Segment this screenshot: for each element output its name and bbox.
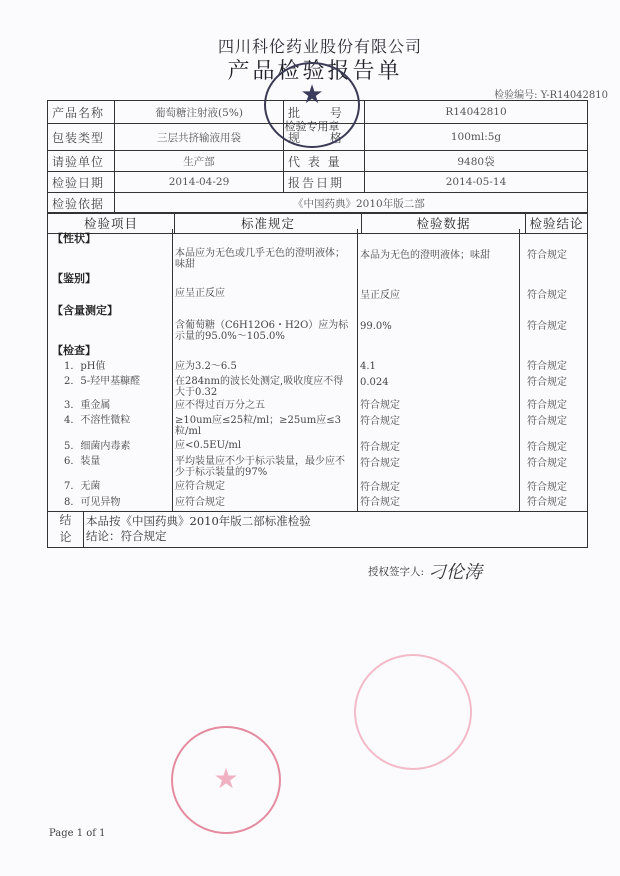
result-cell: 符合规定: [527, 400, 567, 411]
result-cell: 符合规定: [527, 321, 567, 332]
item-cell: 6．装量: [64, 456, 101, 467]
inspection-number-label: 检验编号:: [494, 90, 538, 101]
spec-value: 100ml:5g: [365, 124, 588, 151]
quantity-value: 9480袋: [365, 151, 588, 172]
basis-label: 检验依据: [48, 193, 115, 214]
standard-cell: 应为3.2～6.5: [175, 361, 237, 372]
standard-cell: 平均装量应不少于标示装量，最少应不少于标示装量的97%: [175, 456, 345, 478]
star-icon: ★: [213, 762, 239, 795]
red-company-stamp: [171, 726, 281, 834]
product-name-value: 葡萄糖注射液(5%): [115, 101, 284, 124]
inspection-number: [494, 86, 608, 101]
result-cell: 符合规定: [527, 497, 567, 508]
col-header-data: 检验数据: [362, 213, 526, 234]
result-cell: 符合规定: [527, 458, 567, 469]
data-cell: 符合规定: [360, 416, 400, 427]
standard-cell: 应不得过百万分之五: [175, 400, 265, 411]
batch-value: R14042810: [365, 101, 588, 124]
result-cell: 符合规定: [527, 290, 567, 301]
inspection-stamp: [264, 62, 360, 148]
package-label: 包装类型: [48, 124, 115, 151]
data-cell: 符合规定: [360, 497, 400, 508]
data-cell: 符合规定: [360, 458, 400, 469]
data-column: [357, 229, 520, 512]
stamp-label: 检验专用章: [284, 120, 340, 133]
result-cell: 符合规定: [527, 250, 567, 261]
document-title: 产品检验报告单: [227, 59, 403, 84]
data-cell: 0.024: [360, 377, 389, 388]
data-cell: 符合规定: [360, 400, 400, 411]
company-name: 四川科伦药业股份有限公司: [217, 37, 422, 56]
data-cell: 呈正反应: [360, 290, 400, 301]
standard-cell: 本品应为无色或几乎无色的澄明液体；味甜: [175, 248, 345, 270]
package-value: 三层共挤输液用袋: [115, 124, 284, 151]
result-cell: 符合规定: [527, 442, 567, 453]
item-cell: 3．重金属: [64, 400, 111, 411]
standard-cell: ≥10um应≤25粒/ml；≥25um应≤3粒/ml: [175, 415, 341, 437]
section-tests: 【检查】: [52, 344, 96, 357]
report-date-label: 报告日期: [284, 172, 365, 193]
batch-label: 批 号: [284, 101, 365, 124]
standard-cell: 应呈正反应: [175, 288, 225, 299]
item-cell: 2．5-羟甲基糠醛: [64, 376, 141, 387]
standard-cell: 在284nm的波长处测定,吸收度应不得大于0.32: [175, 376, 344, 398]
basis-value: 《中国药典》2010年版二部: [115, 193, 588, 214]
quantity-label: 代 表 量: [284, 151, 365, 172]
section-assay: 【含量测定】: [52, 304, 118, 317]
section-appearance: 【性状】: [52, 232, 96, 245]
product-name-label: 产品名称: [48, 101, 115, 124]
standard-cell: 应<0.5EU/ml: [175, 440, 242, 451]
conclusion-line1: 本品按《中国药典》2010年版二部标准检验: [86, 514, 311, 528]
conclusion-label: 结论: [48, 512, 84, 547]
result-cell: 符合规定: [527, 361, 567, 372]
data-cell: 符合规定: [360, 482, 400, 493]
item-cell: 1．pH值: [64, 361, 106, 372]
standard-cell: 应符合规定: [175, 481, 225, 492]
data-cell: 本品为无色的澄明液体；味甜: [360, 250, 490, 261]
page-indicator: Page 1 of 1: [49, 828, 106, 839]
requester-value: 生产部: [115, 151, 284, 172]
conclusion-line2: 结论：符合规定: [86, 529, 167, 543]
star-icon: ★: [300, 80, 324, 110]
report-date-value: 2014-05-14: [365, 172, 588, 193]
signatory-label: 授权签字人:: [368, 566, 425, 578]
col-header-item: 检验项目: [48, 213, 175, 234]
item-cell: 8．可见异物: [64, 497, 121, 508]
signature: 刁伦涛: [428, 562, 482, 583]
data-cell: 符合规定: [360, 442, 400, 453]
section-identification: 【鉴别】: [52, 272, 96, 285]
spec-label: 规 格: [284, 124, 365, 151]
result-cell: 符合规定: [527, 482, 567, 493]
standard-cell: 含葡萄糖（C6H12O6・H2O）应为标示量的95.0%～105.0%: [175, 320, 349, 342]
result-cell: 符合规定: [527, 377, 567, 388]
conclusion-text: [86, 514, 311, 544]
red-faded-stamp: [354, 654, 472, 770]
data-cell: 99.0%: [360, 321, 392, 332]
col-header-standard: 标准规定: [175, 213, 362, 234]
result-cell: 符合规定: [527, 416, 567, 427]
inspection-number-value: Y-R14042810: [540, 90, 608, 101]
item-cell: 4．不溶性微粒: [64, 415, 131, 426]
conclusion-box: [47, 511, 588, 548]
data-cell: 4.1: [360, 361, 376, 372]
inspect-date-label: 检验日期: [48, 172, 115, 193]
item-cell: 5．细菌内毒素: [64, 441, 131, 452]
col-header-result: 检验结论: [526, 213, 588, 234]
inspect-date-value: 2014-04-29: [115, 172, 284, 193]
item-cell: 7．无菌: [64, 481, 101, 492]
requester-label: 请验单位: [48, 151, 115, 172]
standard-cell: 应符合规定: [175, 497, 225, 508]
